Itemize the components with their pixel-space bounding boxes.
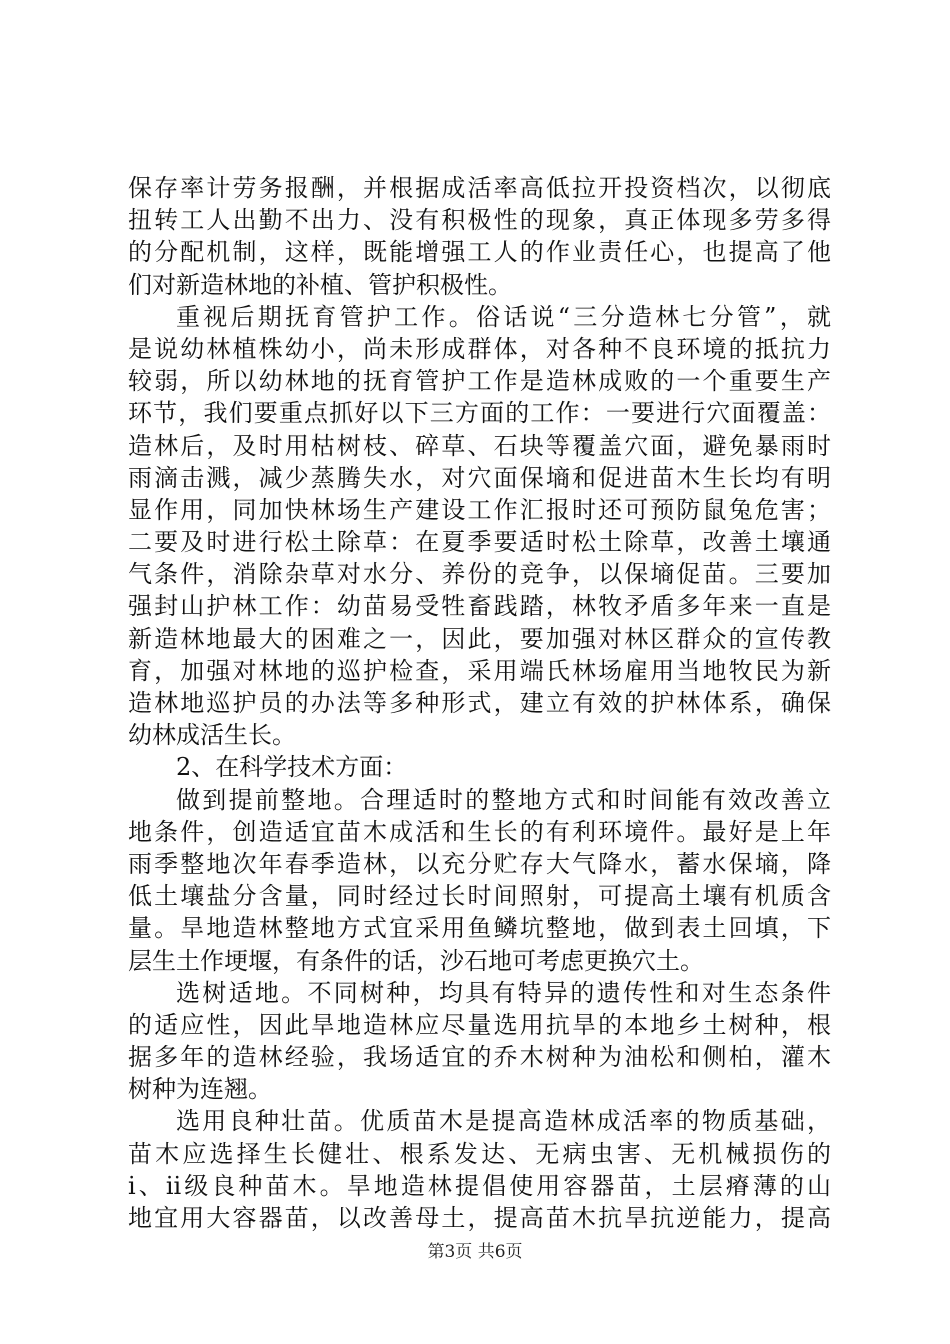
text-line: 们对新造林地的补植、管护积极性。 <box>128 270 512 299</box>
text-line: 环节，我们要重点抓好以下三方面的工作：一要进行穴面覆盖： <box>128 399 831 428</box>
text-line: 造林后，及时用枯树枝、碎草、石块等覆盖穴面，避免暴雨时 <box>128 431 831 460</box>
text-line: 较弱，所以幼林地的抚育管护工作是造林成败的一个重要生产 <box>128 367 831 396</box>
text-line: i、ii级良种苗木。旱地造林提倡使用容器苗，土层瘠薄的山 <box>128 1171 831 1200</box>
text-line: 育，加强对林地的巡护检查，采用端氏林场雇用当地牧民为新 <box>128 656 831 685</box>
document-body <box>128 172 831 1234</box>
page-footer <box>0 1241 950 1263</box>
text-line: 的分配机制，这样，既能增强工人的作业责任心，也提高了他 <box>128 238 831 267</box>
text-line: 是说幼林植株幼小，尚未形成群体，对各种不良环境的抵抗力 <box>128 334 831 363</box>
text-line: 显作用，同加快林场生产建设工作汇报时还可预防鼠兔危害； <box>128 495 831 524</box>
text-line: 2、在科学技术方面： <box>176 753 408 782</box>
text-line: 造林地巡护员的办法等多种形式，建立有效的护林体系，确保 <box>128 689 831 717</box>
text-line: 选树适地。不同树种，均具有特异的遗传性和对生态条件 <box>176 978 831 1007</box>
text-line: 量。旱地造林整地方式宜采用鱼鳞坑整地，做到表土回填，下 <box>128 914 831 943</box>
text-line: 据多年的造林经验，我场适宜的乔木树种为油松和侧柏，灌木 <box>128 1043 831 1072</box>
text-line: 保存率计劳务报酬，并根据成活率高低拉开投资档次，以彻底 <box>128 174 831 202</box>
text-line: 树种为连翘。 <box>128 1075 272 1104</box>
text-line: 地宜用大容器苗，以改善母土，提高苗木抗旱抗逆能力，提高 <box>128 1204 831 1232</box>
text-line: 雨季整地次年春季造林，以充分贮存大气降水，蓄水保墒，降 <box>128 849 831 878</box>
text-line: 强封山护林工作：幼苗易受牲畜践踏，林牧矛盾多年来一直是 <box>128 592 831 621</box>
text-line: 重视后期抚育管护工作。俗话说“三分造林七分管”，就 <box>176 302 831 331</box>
text-line: 二要及时进行松土除草：在夏季要适时松土除草，改善土壤通 <box>128 528 831 557</box>
text-line: 气条件，消除杂草对水分、养份的竞争，以保墒促苗。三要加 <box>128 560 831 589</box>
text-line: 苗木应选择生长健壮、根系发达、无病虫害、无机械损伤的 <box>128 1139 831 1168</box>
text-line: 雨滴击溅，减少蒸腾失水，对穴面保墒和促进苗木生长均有明 <box>128 463 831 492</box>
text-line: 新造林地最大的困难之一，因此，要加强对林区群众的宣传教 <box>128 624 831 653</box>
page-number-label: 第3页 共6页 <box>427 1242 523 1262</box>
text-line: 低土壤盐分含量，同时经过长时间照射，可提高土壤有机质含 <box>128 882 831 911</box>
text-line: 选用良种壮苗。优质苗木是提高造林成活率的物质基础， <box>176 1107 831 1136</box>
text-line: 做到提前整地。合理适时的整地方式和时间能有效改善立 <box>176 785 831 814</box>
text-line: 的适应性，因此旱地造林应尽量选用抗旱的本地乡土树种，根 <box>128 1010 831 1039</box>
text-line: 地条件，创造适宜苗木成活和生长的有利环境件。最好是上年 <box>128 817 831 846</box>
text-line: 扭转工人出勤不出力、没有积极性的现象，真正体现多劳多得 <box>128 206 831 235</box>
text-line: 幼林成活生长。 <box>128 721 296 750</box>
text-line: 层生土作埂堰，有条件的话，沙石地可考虑更换穴土。 <box>128 946 704 975</box>
